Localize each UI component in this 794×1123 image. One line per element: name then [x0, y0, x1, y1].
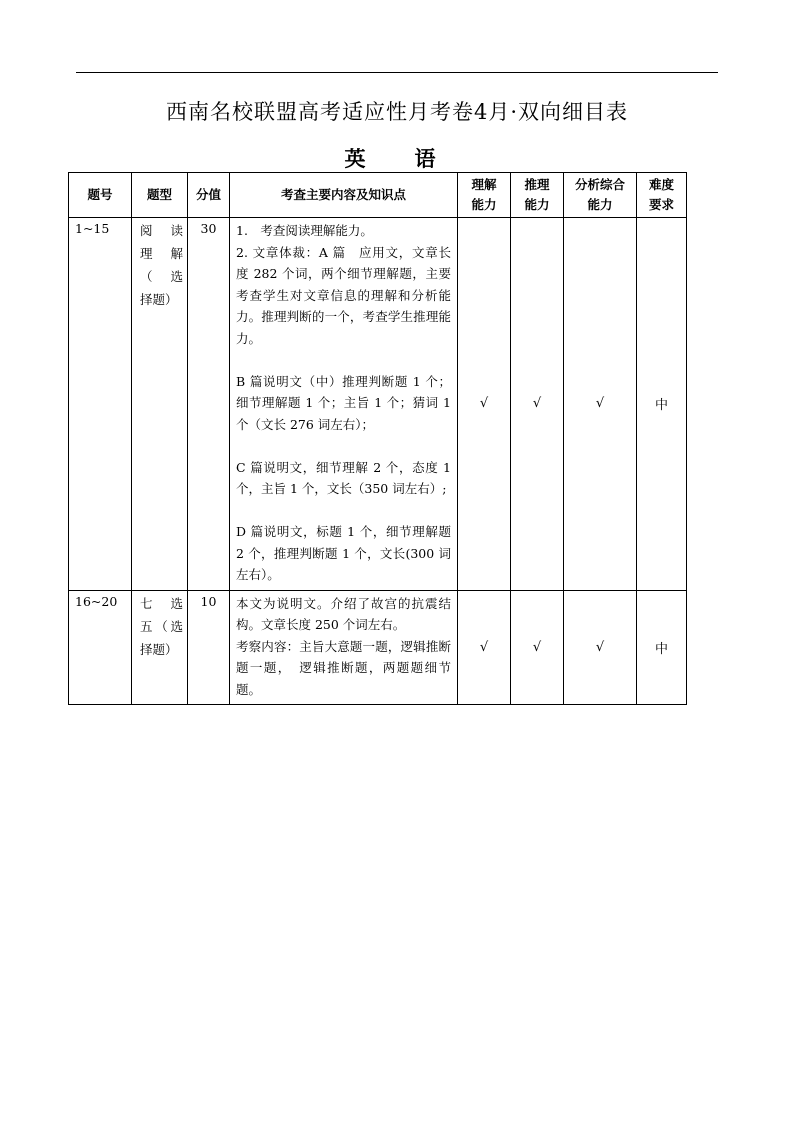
row-score: 10	[188, 590, 230, 705]
table-row	[69, 218, 687, 591]
row-type: 阅 读 理 解 （ 选 择题）	[132, 218, 188, 591]
row-understand-check: √	[458, 590, 511, 705]
header-infer: 推理 能力	[511, 173, 564, 218]
row-analyze-check: √	[564, 218, 637, 591]
row-content: 1. 考查阅读理解能力。 2. 文章体裁：A 篇 应用文，文章长度 282 个词，两个细节理解题，主要考查学生对文章信息的理解和分析能力。推理判断的一个，考查学生推理能力。 B 篇说明文（中）推理判断题 1 个；细节理解题 1 个；主旨 1 个；猜词 1 个（文长 276 词左右）； C 篇说明文，细节理解 2 个，态度 1 个，主旨 1 个，文长（350 词左右）; D 篇说明文，标题 1 个，细节理解题 2 个，推理判断题 1 个，文长(300 词左右）。	[230, 218, 458, 591]
header-analyze: 分析综合 能力	[564, 173, 637, 218]
header-understand: 理解 能力	[458, 173, 511, 218]
row-score: 30	[188, 218, 230, 591]
row-infer-check: √	[511, 218, 564, 591]
specification-table	[68, 172, 687, 705]
table-header-row	[69, 173, 687, 218]
row-understand-check: √	[458, 218, 511, 591]
header-content: 考查主要内容及知识点	[230, 173, 458, 218]
header-num: 题号	[69, 173, 132, 218]
header-type: 题型	[132, 173, 188, 218]
header-difficulty: 难度 要求	[637, 173, 687, 218]
document-title: 西南名校联盟高考适应性月考卷4月·双向细目表	[165, 100, 629, 124]
row-infer-check: √	[511, 590, 564, 705]
table-row	[69, 590, 687, 705]
header-rule	[76, 72, 718, 73]
row-analyze-check: √	[564, 590, 637, 705]
subject-title: 英 语	[344, 146, 450, 171]
header-score: 分值	[188, 173, 230, 218]
row-num: 16~20	[69, 590, 132, 705]
row-difficulty: 中	[637, 590, 687, 705]
row-num: 1~15	[69, 218, 132, 591]
row-type: 七 选 五（选 择题）	[132, 590, 188, 705]
row-difficulty: 中	[637, 218, 687, 591]
row-content: 本文为说明文。介绍了故宫的抗震结构。文章长度 250 个词左右。 考察内容：主旨大意题一题，逻辑推断题一题， 逻辑推断题，两题题细节题。	[230, 590, 458, 705]
